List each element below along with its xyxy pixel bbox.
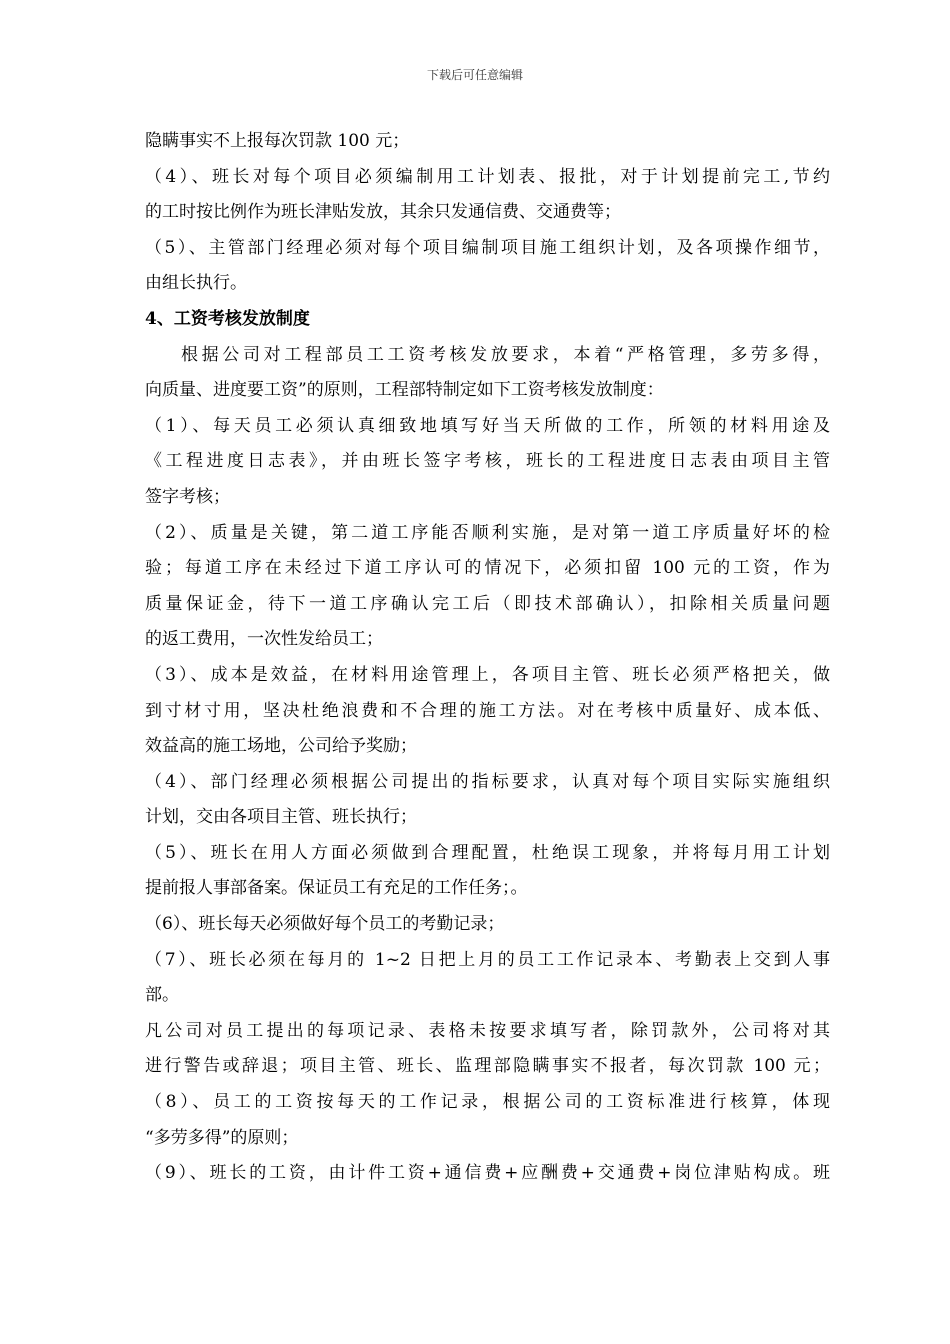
paragraph-line: （7）、班长必须在每月的 1~2 日把上月的员工工作记录本、考勤表上交到人事 bbox=[145, 949, 830, 970]
paragraph-line: （8）、员工的工资按每天的工作记录，根据公司的工资标准进行核算，体现 bbox=[145, 1092, 830, 1113]
paragraph-line: 《工程进度日志表》，并由班长签字考核，班长的工程进度日志表由项目主管 bbox=[145, 451, 830, 472]
paragraph-line: 计划，交由各项目主管、班长执行； bbox=[145, 807, 417, 828]
paragraph-line: （3）、成本是效益，在材料用途管理上，各项目主管、班长必须严格把关，做 bbox=[145, 664, 830, 685]
paragraph-line: “多劳多得”的原则； bbox=[145, 1127, 299, 1148]
paragraph-line: 提前报人事部备案。保证员工有充足的工作任务；。 bbox=[145, 878, 528, 899]
paragraph-line: 由组长执行。 bbox=[145, 273, 247, 294]
paragraph-line: （5）、班长在用人方面必须做到合理配置，杜绝误工现象，并将每月用工计划 bbox=[145, 842, 830, 863]
paragraph-line: 效益高的施工场地，公司给予奖励； bbox=[145, 736, 417, 757]
paragraph-line: 根据公司对工程部员工工资考核发放要求，本着“严格管理，多劳多得， bbox=[181, 344, 830, 365]
page-header-watermark: 下载后可任意编辑 bbox=[426, 68, 523, 82]
paragraph-line: （6）、班长每天必须做好每个员工的考勤记录； bbox=[145, 914, 505, 935]
paragraph-line: 到寸材寸用，坚决杜绝浪费和不合理的施工方法。对在考核中质量好、成本低、 bbox=[145, 700, 830, 721]
paragraph-line: （2）、质量是关键，第二道工序能否顺利实施，是对第一道工序质量好坏的检 bbox=[145, 522, 830, 543]
section-heading: 4、工资考核发放制度 bbox=[145, 308, 310, 329]
document-body bbox=[145, 124, 830, 1192]
paragraph-line: 质量保证金，待下一道工序确认完工后（即技术部确认），扣除相关质量问题 bbox=[145, 593, 830, 614]
paragraph-line: 验；每道工序在未经过下道工序认可的情况下，必须扣留 100 元的工资，作为 bbox=[145, 558, 830, 579]
paragraph-line: （4）、班长对每个项目必须编制用工计划表、报批，对于计划提前完工,节约 bbox=[145, 166, 830, 187]
paragraph-line: 隐瞒事实不上报每次罚款 100 元； bbox=[145, 131, 410, 151]
paragraph-line: 向质量、进度要工资”的原则，工程部特制定如下工资考核发放制度： bbox=[145, 380, 664, 401]
paragraph-line: （9）、班长的工资，由计件工资+通信费+应酬费+交通费+岗位津贴构成。班 bbox=[145, 1163, 830, 1184]
paragraph-line: 凡公司对员工提出的每项记录、表格未按要求填写者，除罚款外，公司将对其 bbox=[145, 1020, 830, 1041]
paragraph-line: 的返工费用，一次性发给员工； bbox=[145, 629, 383, 650]
paragraph-line: 签字考核； bbox=[145, 486, 230, 507]
paragraph-line: 部。 bbox=[145, 985, 179, 1006]
paragraph-line: （4）、部门经理必须根据公司提出的指标要求，认真对每个项目实际实施组织 bbox=[145, 771, 830, 792]
paragraph-line: （1）、每天员工必须认真细致地填写好当天所做的工作，所领的材料用途及 bbox=[145, 415, 830, 436]
paragraph-line: 进行警告或辞退；项目主管、班长、监理部隐瞒事实不报者，每次罚款 100 元； bbox=[145, 1056, 830, 1077]
paragraph-line: （5）、主管部门经理必须对每个项目编制项目施工组织计划，及各项操作细节， bbox=[145, 237, 830, 258]
paragraph-line: 的工时按比例作为班长津贴发放，其余只发通信费、交通费等； bbox=[145, 202, 621, 223]
